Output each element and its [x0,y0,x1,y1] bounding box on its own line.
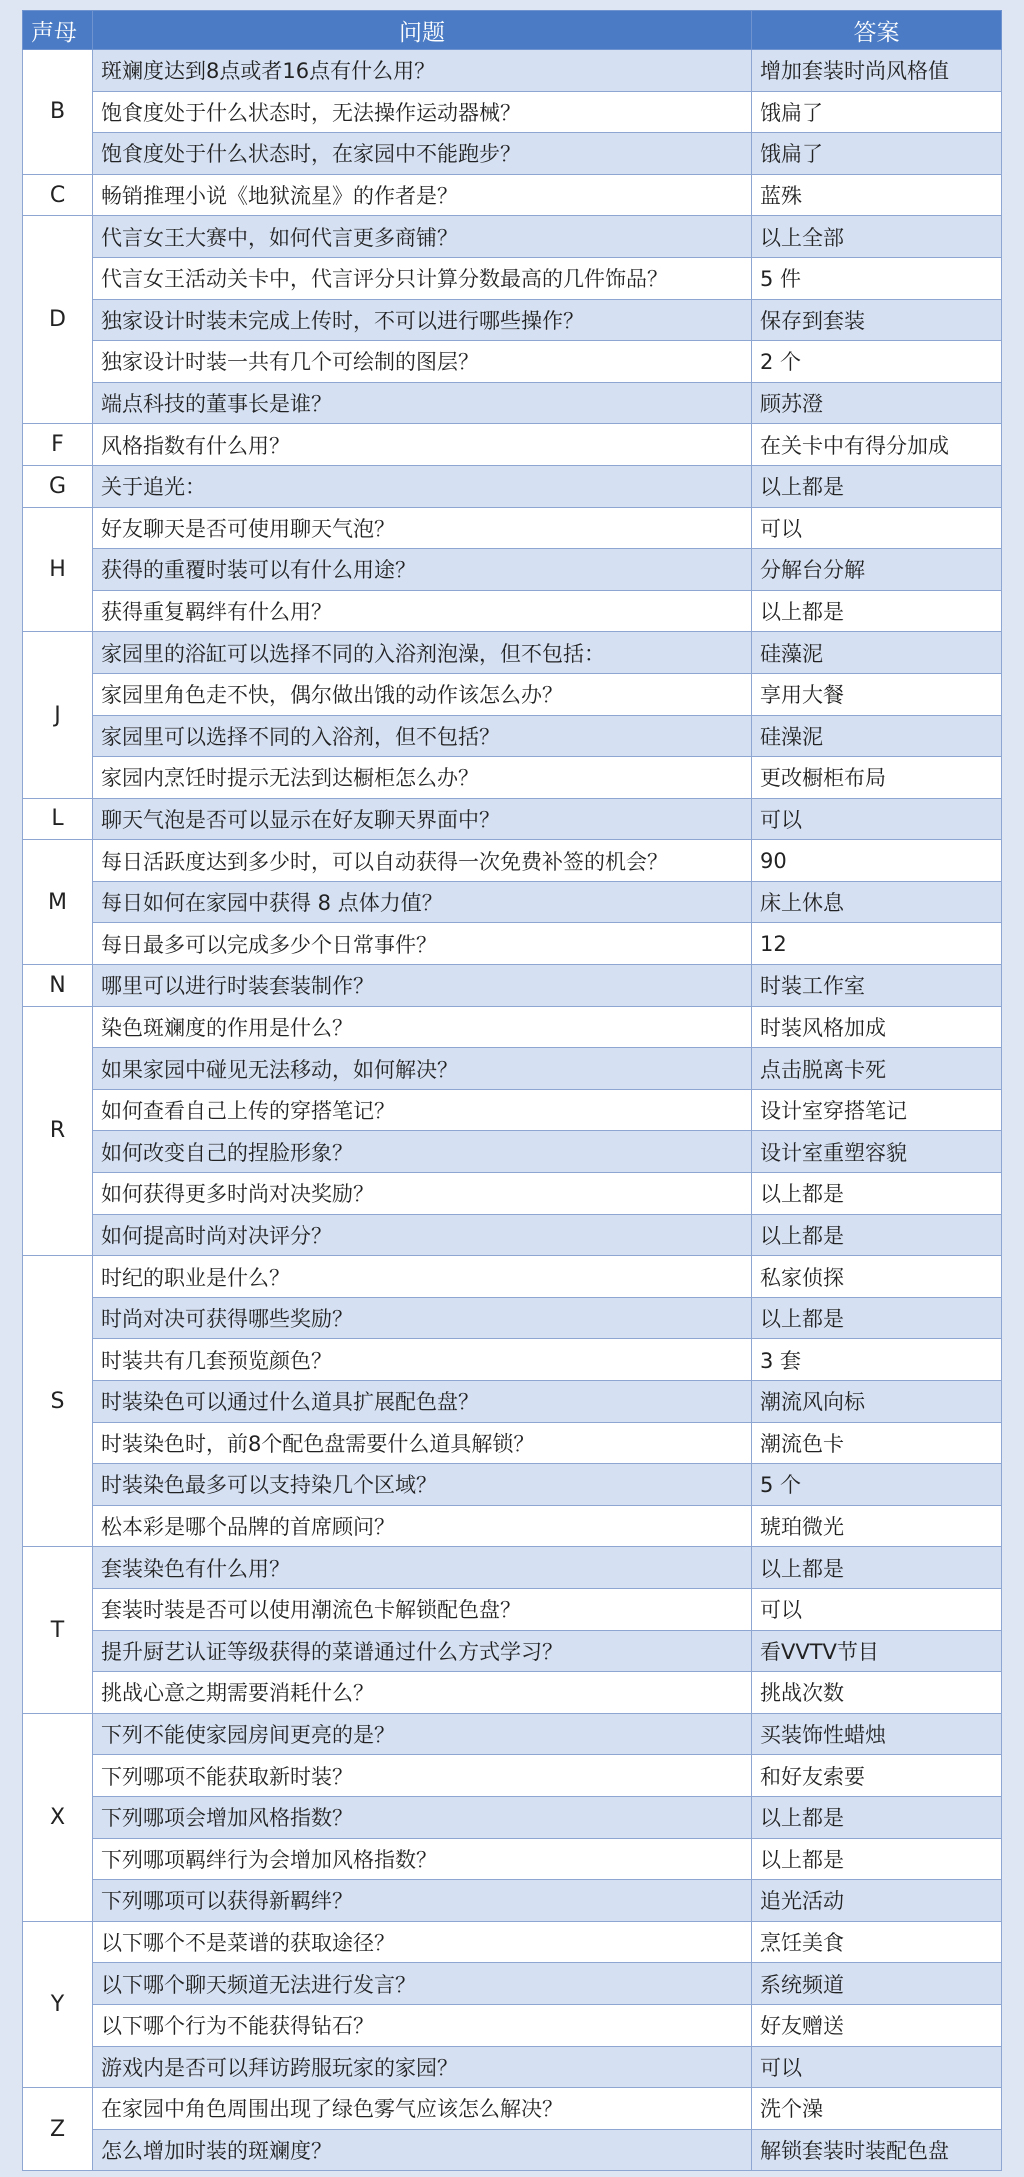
table-row [23,1547,1002,1589]
answer-cell: 可以 [752,798,1002,840]
answer-cell: 硅澡泥 [752,715,1002,757]
table-row [23,1006,1002,1048]
answer-cell: 90 [752,840,1002,882]
question-cell: 在家园中角色周围出现了绿色雾气应该怎么解决？ [93,2088,752,2130]
table-row [23,1630,1002,1672]
question-cell: 独家设计时装未完成上传时，不可以进行哪些操作？ [93,299,752,341]
question-cell: 家园里可以选择不同的入浴剂，但不包括？ [93,715,752,757]
answer-cell: 可以 [752,2046,1002,2088]
question-cell: 畅销推理小说《地狱流星》的作者是？ [93,174,752,216]
table-row [23,1880,1002,1922]
initial-letter-cell: J [23,632,93,798]
table-row [23,1089,1002,1131]
answer-cell: 时装工作室 [752,965,1002,1007]
table-row [23,174,1002,216]
answer-cell: 以上都是 [752,1547,1002,1589]
table-row [23,382,1002,424]
header-question: 问题 [93,11,752,50]
answer-cell: 洗个澡 [752,2088,1002,2130]
answer-cell: 保存到套装 [752,299,1002,341]
answer-cell: 以上都是 [752,465,1002,507]
question-cell: 聊天气泡是否可以显示在好友聊天界面中？ [93,798,752,840]
table-row [23,507,1002,549]
initial-letter-cell: X [23,1713,93,1921]
answer-cell: 以上都是 [752,1796,1002,1838]
table-row [23,257,1002,299]
answer-cell: 床上休息 [752,881,1002,923]
question-cell: 家园内烹饪时提示无法到达橱柜怎么办？ [93,757,752,799]
question-cell: 哪里可以进行时装套装制作？ [93,965,752,1007]
answer-cell: 蓝殊 [752,174,1002,216]
table-row [23,2004,1002,2046]
answer-cell: 可以 [752,1588,1002,1630]
initial-letter-cell: S [23,1256,93,1547]
answer-cell: 以上都是 [752,1173,1002,1215]
table-row [23,632,1002,674]
table-row [23,1921,1002,1963]
answer-cell: 以上全部 [752,216,1002,258]
answer-cell: 顾苏澄 [752,382,1002,424]
answer-cell: 在关卡中有得分加成 [752,424,1002,466]
table-row [23,549,1002,591]
question-cell: 时装染色时，前8个配色盘需要什么道具解锁？ [93,1422,752,1464]
table-row [23,965,1002,1007]
question-cell: 提升厨艺认证等级获得的菜谱通过什么方式学习？ [93,1630,752,1672]
answer-cell: 潮流风向标 [752,1381,1002,1423]
answer-cell: 更改橱柜布局 [752,757,1002,799]
answer-cell: 硅藻泥 [752,632,1002,674]
table-row [23,1297,1002,1339]
qa-table [22,10,1002,2171]
answer-cell: 追光活动 [752,1880,1002,1922]
question-cell: 如何提高时尚对决评分？ [93,1214,752,1256]
question-cell: 如何查看自己上传的穿搭笔记？ [93,1089,752,1131]
answer-cell: 享用大餐 [752,673,1002,715]
initial-letter-cell: N [23,965,93,1007]
table-row [23,50,1002,92]
table-row [23,1672,1002,1714]
question-cell: 斑斓度达到8点或者16点有什么用？ [93,50,752,92]
initial-letter-cell: D [23,216,93,424]
question-cell: 家园里角色走不快，偶尔做出饿的动作该怎么办？ [93,673,752,715]
question-cell: 关于追光： [93,465,752,507]
answer-cell: 12 [752,923,1002,965]
table-row [23,1796,1002,1838]
answer-cell: 系统频道 [752,1963,1002,2005]
table-row [23,1505,1002,1547]
header-letter: 声母 [23,11,93,50]
answer-cell: 饿扁了 [752,133,1002,175]
answer-cell: 解锁套装时装配色盘 [752,2129,1002,2171]
answer-cell: 可以 [752,507,1002,549]
answer-cell: 5 件 [752,257,1002,299]
question-cell: 下列哪项羁绊行为会增加风格指数？ [93,1838,752,1880]
table-row [23,1339,1002,1381]
answer-cell: 烹饪美食 [752,1921,1002,1963]
answer-cell: 点击脱离卡死 [752,1048,1002,1090]
table-body [23,50,1002,2171]
answer-cell: 挑战次数 [752,1672,1002,1714]
question-cell: 以下哪个行为不能获得钻石？ [93,2004,752,2046]
question-cell: 下列哪项会增加风格指数？ [93,1796,752,1838]
table-row [23,1048,1002,1090]
question-cell: 下列哪项可以获得新羁绊？ [93,1880,752,1922]
answer-cell: 时装风格加成 [752,1006,1002,1048]
question-cell: 每日活跃度达到多少时，可以自动获得一次免费补签的机会？ [93,840,752,882]
header-answer: 答案 [752,11,1002,50]
table-row [23,1963,1002,2005]
table-row [23,1838,1002,1880]
table-row [23,1422,1002,1464]
question-cell: 下列哪项不能获取新时装？ [93,1755,752,1797]
table-header-row [23,11,1002,50]
question-cell: 获得的重覆时装可以有什么用途？ [93,549,752,591]
table-row [23,1173,1002,1215]
question-cell: 时装共有几套预览颜色？ [93,1339,752,1381]
question-cell: 套装时装是否可以使用潮流色卡解锁配色盘？ [93,1588,752,1630]
answer-cell: 2 个 [752,341,1002,383]
table-row [23,216,1002,258]
answer-cell: 设计室重塑容貌 [752,1131,1002,1173]
question-cell: 如果家园中碰见无法移动，如何解决？ [93,1048,752,1090]
answer-cell: 看VVTV节目 [752,1630,1002,1672]
table-row [23,757,1002,799]
answer-cell: 3 套 [752,1339,1002,1381]
question-cell: 代言女王活动关卡中，代言评分只计算分数最高的几件饰品？ [93,257,752,299]
table-row [23,840,1002,882]
answer-cell: 琥珀微光 [752,1505,1002,1547]
question-cell: 每日如何在家园中获得 8 点体力值？ [93,881,752,923]
answer-cell: 买装饰性蜡烛 [752,1713,1002,1755]
question-cell: 时装染色可以通过什么道具扩展配色盘？ [93,1381,752,1423]
answer-cell: 增加套装时尚风格值 [752,50,1002,92]
initial-letter-cell: R [23,1006,93,1256]
answer-cell: 以上都是 [752,1838,1002,1880]
question-cell: 如何获得更多时尚对决奖励？ [93,1173,752,1215]
question-cell: 套装染色有什么用？ [93,1547,752,1589]
table-row [23,2088,1002,2130]
question-cell: 时尚对决可获得哪些奖励？ [93,1297,752,1339]
qa-table-container [22,10,1001,2171]
answer-cell: 好友赠送 [752,2004,1002,2046]
table-row [23,1755,1002,1797]
initial-letter-cell: F [23,424,93,466]
initial-letter-cell: M [23,840,93,965]
answer-cell: 饿扁了 [752,91,1002,133]
question-cell: 独家设计时装一共有几个可绘制的图层？ [93,341,752,383]
answer-cell: 以上都是 [752,590,1002,632]
question-cell: 以下哪个不是菜谱的获取途径？ [93,1921,752,1963]
answer-cell: 私家侦探 [752,1256,1002,1298]
question-cell: 时纪的职业是什么？ [93,1256,752,1298]
table-row [23,1464,1002,1506]
table-row [23,341,1002,383]
initial-letter-cell: H [23,507,93,632]
question-cell: 家园里的浴缸可以选择不同的入浴剂泡澡，但不包括： [93,632,752,674]
table-row [23,2046,1002,2088]
question-cell: 以下哪个聊天频道无法进行发言？ [93,1963,752,2005]
answer-cell: 和好友索要 [752,1755,1002,1797]
question-cell: 下列不能使家园房间更亮的是？ [93,1713,752,1755]
table-row [23,798,1002,840]
table-row [23,133,1002,175]
table-row [23,91,1002,133]
table-row [23,1256,1002,1298]
initial-letter-cell: B [23,50,93,175]
table-row [23,424,1002,466]
table-row [23,465,1002,507]
answer-cell: 设计室穿搭笔记 [752,1089,1002,1131]
question-cell: 风格指数有什么用？ [93,424,752,466]
question-cell: 时装染色最多可以支持染几个区域？ [93,1464,752,1506]
initial-letter-cell: T [23,1547,93,1713]
table-row [23,2129,1002,2171]
question-cell: 端点科技的董事长是谁？ [93,382,752,424]
answer-cell: 分解台分解 [752,549,1002,591]
question-cell: 每日最多可以完成多少个日常事件？ [93,923,752,965]
table-row [23,715,1002,757]
answer-cell: 潮流色卡 [752,1422,1002,1464]
answer-cell: 以上都是 [752,1297,1002,1339]
initial-letter-cell: Y [23,1921,93,2087]
answer-cell: 以上都是 [752,1214,1002,1256]
question-cell: 松本彩是哪个品牌的首席顾问？ [93,1505,752,1547]
initial-letter-cell: Z [23,2088,93,2171]
question-cell: 好友聊天是否可使用聊天气泡？ [93,507,752,549]
question-cell: 染色斑斓度的作用是什么？ [93,1006,752,1048]
table-row [23,1214,1002,1256]
table-row [23,673,1002,715]
table-row [23,590,1002,632]
table-row [23,299,1002,341]
answer-cell: 5 个 [752,1464,1002,1506]
table-row [23,1713,1002,1755]
question-cell: 代言女王大赛中，如何代言更多商铺？ [93,216,752,258]
question-cell: 挑战心意之期需要消耗什么？ [93,1672,752,1714]
table-row [23,881,1002,923]
question-cell: 游戏内是否可以拜访跨服玩家的家园？ [93,2046,752,2088]
table-row [23,1588,1002,1630]
question-cell: 怎么增加时装的斑斓度？ [93,2129,752,2171]
question-cell: 饱食度处于什么状态时，在家园中不能跑步？ [93,133,752,175]
question-cell: 如何改变自己的捏脸形象？ [93,1131,752,1173]
table-row [23,923,1002,965]
table-row [23,1131,1002,1173]
initial-letter-cell: L [23,798,93,840]
initial-letter-cell: C [23,174,93,216]
initial-letter-cell: G [23,465,93,507]
question-cell: 饱食度处于什么状态时，无法操作运动器械？ [93,91,752,133]
table-row [23,1381,1002,1423]
question-cell: 获得重复羁绊有什么用？ [93,590,752,632]
